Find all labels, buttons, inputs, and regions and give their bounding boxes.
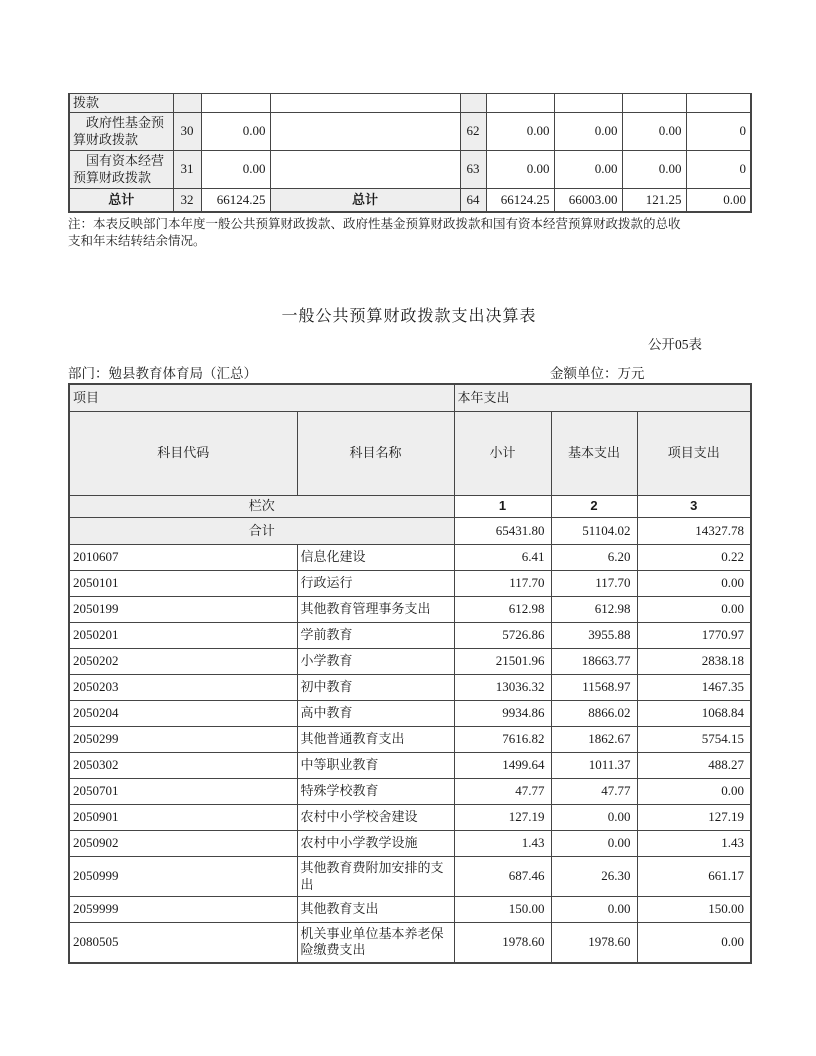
amount-cell: 0.00 [486,151,554,189]
table-row [69,113,751,151]
code-cell: 2050201 [69,623,297,649]
amount-cell: 66124.25 [201,189,270,212]
project-cell: 0.00 [637,779,751,805]
project-cell: 14327.78 [637,518,751,545]
table-row [69,831,751,857]
code-cell: 2050701 [69,779,297,805]
subtotal-cell: 9934.86 [454,701,551,727]
code-cell: 2050302 [69,753,297,779]
row-number-cell: 31 [173,151,201,189]
table-row [69,897,751,923]
basic-cell: 6.20 [551,545,637,571]
name-cell: 高中教育 [297,701,454,727]
code-cell: 2050204 [69,701,297,727]
amount-cell: 0.00 [201,151,270,189]
amount-cell [486,94,554,113]
table-row [69,753,751,779]
table-row [69,779,751,805]
amount-cell [201,94,270,113]
unit-label: 金额单位：万元 [550,365,645,381]
basic-cell: 0.00 [551,805,637,831]
basic-cell: 26.30 [551,857,637,897]
item-name-cell [270,151,460,189]
table-row [69,545,751,571]
header-basic-expense: 基本支出 [551,412,637,496]
table-row [69,675,751,701]
table-row [69,805,751,831]
name-cell: 其他教育支出 [297,897,454,923]
project-cell: 0.22 [637,545,751,571]
amount-cell: 66124.25 [486,189,554,212]
name-cell: 农村中小学校舍建设 [297,805,454,831]
item-name-cell [270,94,460,113]
amount-cell: 0.00 [554,151,622,189]
amount-cell [622,94,686,113]
project-cell: 1068.84 [637,701,751,727]
amount-cell: 0.00 [686,189,751,212]
department-label: 部门：勉县教育体育局（汇总） [68,365,257,381]
row-number-cell: 62 [460,113,486,151]
amount-cell: 121.25 [622,189,686,212]
basic-cell: 0.00 [551,897,637,923]
item-name-cell: 国有资本经营预算财政拨款 [69,151,173,189]
total-label: 总计 [270,189,460,212]
column-index-label: 栏次 [69,496,454,518]
subtotal-cell: 5726.86 [454,623,551,649]
subtotal-cell: 21501.96 [454,649,551,675]
name-cell: 机关事业单位基本养老保险缴费支出 [297,923,454,963]
code-cell: 2050999 [69,857,297,897]
name-cell: 行政运行 [297,571,454,597]
name-cell: 其他普通教育支出 [297,727,454,753]
subtotal-cell: 1.43 [454,831,551,857]
page-content [68,93,750,964]
code-cell: 2080505 [69,923,297,963]
column-index-2: 2 [551,496,637,518]
item-name-cell: 政府性基金预算财政拨款 [69,113,173,151]
subtotal-cell: 1978.60 [454,923,551,963]
amount-cell: 0 [686,113,751,151]
total-label: 总计 [69,189,173,212]
project-cell: 5754.15 [637,727,751,753]
amount-cell [686,94,751,113]
meta-row [68,362,750,381]
basic-cell: 8866.02 [551,701,637,727]
table-row [69,623,751,649]
basic-cell: 1862.67 [551,727,637,753]
subtotal-cell: 7616.82 [454,727,551,753]
basic-cell: 612.98 [551,597,637,623]
project-cell: 488.27 [637,753,751,779]
basic-cell: 3955.88 [551,623,637,649]
code-cell: 2050901 [69,805,297,831]
subtotal-cell: 47.77 [454,779,551,805]
table-code: 公开05表 [648,336,702,352]
basic-cell: 11568.97 [551,675,637,701]
basic-cell: 51104.02 [551,518,637,545]
row-number-cell: 63 [460,151,486,189]
amount-cell: 66003.00 [554,189,622,212]
amount-cell: 0.00 [554,113,622,151]
row-number-cell [460,94,486,113]
table-row [69,701,751,727]
grand-total-label: 合计 [69,518,454,545]
row-number-cell: 64 [460,189,486,212]
table-row [69,923,751,963]
report-title: 一般公共预算财政拨款支出决算表 [281,307,537,325]
name-cell: 其他教育管理事务支出 [297,597,454,623]
header-item: 项目 [69,384,454,412]
project-cell: 150.00 [637,897,751,923]
basic-cell: 0.00 [551,831,637,857]
subtotal-cell: 6.41 [454,545,551,571]
carryover-summary-table [68,93,752,213]
code-cell: 2010607 [69,545,297,571]
column-index-1: 1 [454,496,551,518]
header-subject-name: 科目名称 [297,412,454,496]
amount-cell [554,94,622,113]
expenditure-table [68,383,752,964]
table-row [69,727,751,753]
item-name-cell: 拨款 [69,94,173,113]
subtotal-cell: 127.19 [454,805,551,831]
project-cell: 2838.18 [637,649,751,675]
code-cell: 2050299 [69,727,297,753]
table-row [69,649,751,675]
grand-total-row [69,518,751,545]
code-cell: 2050101 [69,571,297,597]
subtotal-cell: 1499.64 [454,753,551,779]
item-name-cell [270,113,460,151]
project-cell: 0.00 [637,597,751,623]
project-cell: 0.00 [637,923,751,963]
name-cell: 学前教育 [297,623,454,649]
header-year-expense: 本年支出 [454,384,751,412]
amount-cell: 0.00 [622,113,686,151]
basic-cell: 1011.37 [551,753,637,779]
subtotal-cell: 65431.80 [454,518,551,545]
code-cell: 2059999 [69,897,297,923]
subtotal-cell: 13036.32 [454,675,551,701]
amount-cell: 0.00 [622,151,686,189]
header-subtotal: 小计 [454,412,551,496]
amount-cell: 0 [686,151,751,189]
subtotal-cell: 612.98 [454,597,551,623]
name-cell: 信息化建设 [297,545,454,571]
basic-cell: 47.77 [551,779,637,805]
basic-cell: 18663.77 [551,649,637,675]
project-cell: 1.43 [637,831,751,857]
table-row [69,151,751,189]
column-index-row [69,496,751,518]
project-cell: 127.19 [637,805,751,831]
code-cell: 2050902 [69,831,297,857]
row-number-cell [173,94,201,113]
amount-cell: 0.00 [201,113,270,151]
basic-cell: 1978.60 [551,923,637,963]
project-cell: 661.17 [637,857,751,897]
header-project-expense: 项目支出 [637,412,751,496]
basic-cell: 117.70 [551,571,637,597]
table-note: 注：本表反映部门本年度一般公共预算财政拨款、政府性基金预算财政拨款和国有资本经营预算财政拨款的总收支和年末结转结余情况。 [68,216,681,248]
name-cell: 特殊学校教育 [297,779,454,805]
row-number-cell: 32 [173,189,201,212]
amount-cell: 0.00 [486,113,554,151]
project-cell: 0.00 [637,571,751,597]
table-row [69,597,751,623]
subtotal-cell: 117.70 [454,571,551,597]
name-cell: 其他教育费附加安排的支出 [297,857,454,897]
table-row [69,571,751,597]
name-cell: 小学教育 [297,649,454,675]
header-row-group [69,384,751,412]
subtotal-cell: 150.00 [454,897,551,923]
table-row [69,857,751,897]
header-row-columns [69,412,751,496]
project-cell: 1467.35 [637,675,751,701]
total-row [69,189,751,212]
header-subject-code: 科目代码 [69,412,297,496]
table-row-clipped [69,94,751,113]
row-number-cell: 30 [173,113,201,151]
project-cell: 1770.97 [637,623,751,649]
name-cell: 农村中小学教学设施 [297,831,454,857]
name-cell: 中等职业教育 [297,753,454,779]
code-cell: 2050203 [69,675,297,701]
column-index-3: 3 [637,496,751,518]
code-cell: 2050202 [69,649,297,675]
name-cell: 初中教育 [297,675,454,701]
subtotal-cell: 687.46 [454,857,551,897]
code-cell: 2050199 [69,597,297,623]
